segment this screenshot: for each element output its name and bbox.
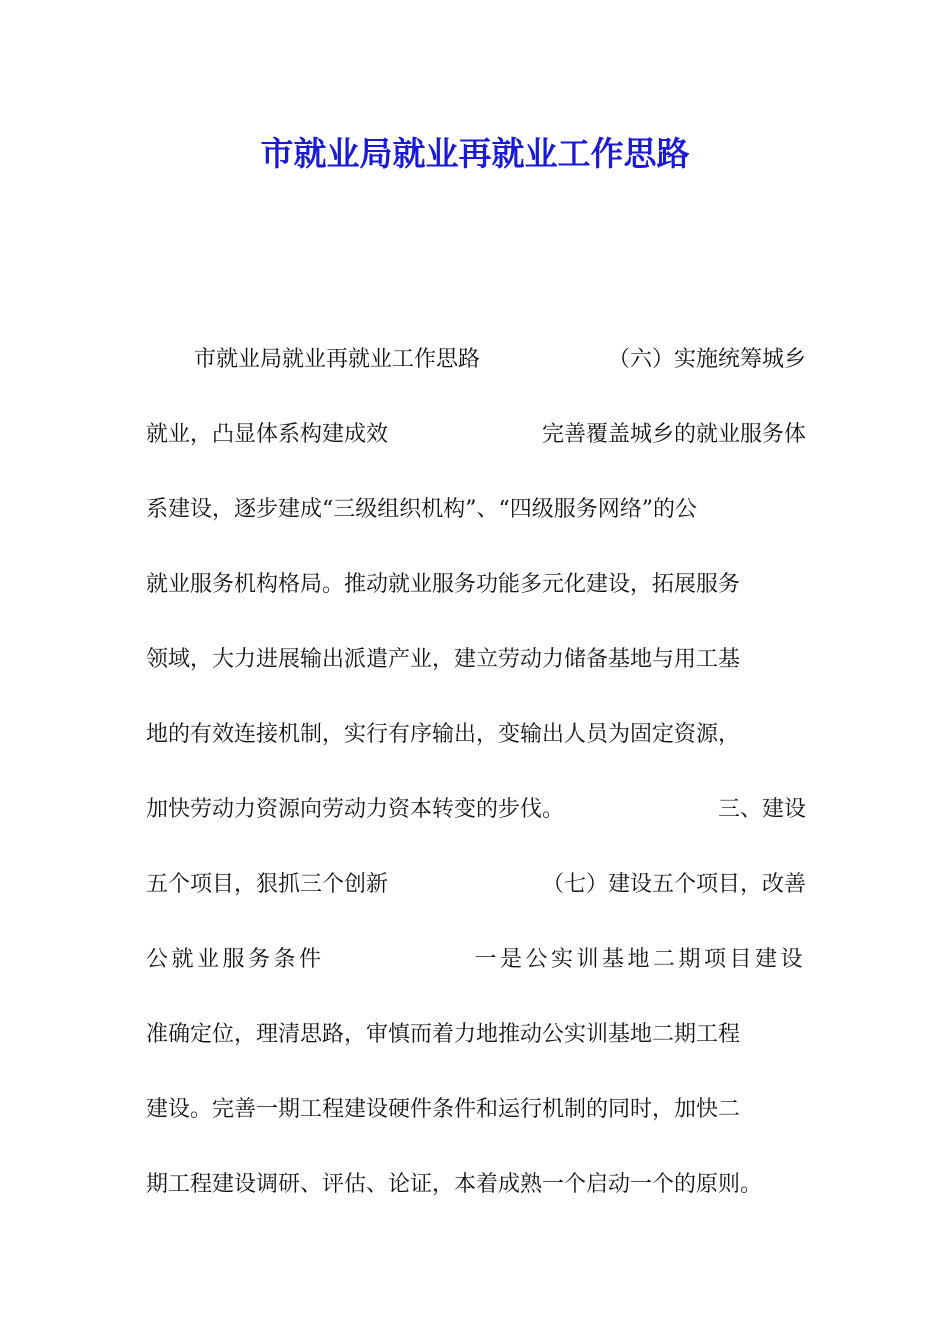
text-segment: 系建设，逐步建成“三级组织机构”、“四级服务网络”的公 [146, 497, 697, 522]
document-title: 市就业局就业再就业工作思路 [260, 134, 690, 173]
text-segment: （七）建设五个项目，改善 [541, 872, 806, 897]
text-line [146, 1090, 806, 1165]
text-line [146, 790, 806, 865]
text-line [146, 865, 806, 940]
text-segment: （六）实施统筹城乡 [607, 347, 806, 372]
text-line [146, 715, 806, 790]
text-segment: 建设。完善一期工程建设硬件条件和运行机制的同时，加快二 [146, 1097, 741, 1122]
text-line [146, 1015, 806, 1090]
text-segment: 领域，大力进展输出派遣产业，建立劳动力储备基地与用工基 [146, 647, 741, 672]
text-segment: 期工程建设调研、评估、论证，本着成熟一个启动一个的原则。 [146, 1172, 763, 1197]
text-segment: 完善覆盖城乡的就业服务体 [541, 422, 806, 447]
text-segment: 就业服务机构格局。推动就业服务功能多元化建设，拓展服务 [146, 572, 741, 597]
text-line [146, 640, 806, 715]
text-line [146, 565, 806, 640]
text-segment: 地的有效连接机制，实行有序输出，变输出人员为固定资源， [146, 722, 741, 747]
text-segment: 五个项目，狠抓三个创新 [146, 872, 389, 897]
text-segment: 三、建设 [717, 797, 806, 822]
text-line [146, 490, 806, 565]
text-line [146, 415, 806, 490]
text-segment: 加快劳动力资源向劳动力资本转变的步伐。 [146, 797, 565, 822]
text-line [146, 1165, 806, 1240]
text-line [146, 340, 806, 415]
text-segment: 就业，凸显体系构建成效 [146, 422, 389, 447]
text-segment: 市就业局就业再就业工作思路 [194, 347, 481, 372]
text-line [146, 940, 806, 1015]
document-body [146, 340, 806, 1240]
text-segment: 公就业服务条件 [146, 947, 325, 972]
text-segment: 准确定位，理清思路，审慎而着力地推动公实训基地二期工程 [146, 1022, 741, 1047]
text-segment: 一是公实训基地二期项目建设 [474, 947, 806, 972]
